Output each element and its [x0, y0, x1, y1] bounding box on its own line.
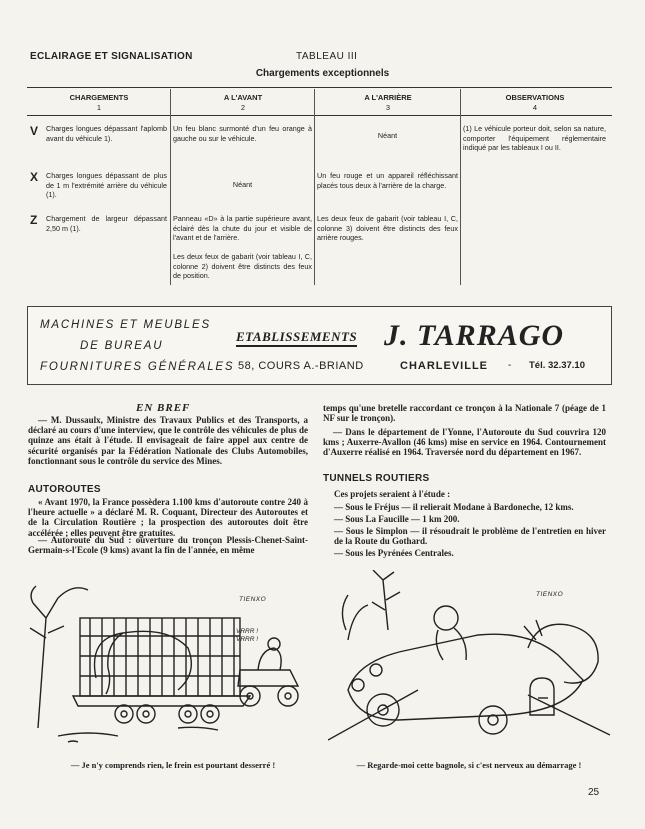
table-divider-3	[460, 89, 461, 285]
autoroutes-paragraph-1: « Avant 1970, la France possèdera 1.100 kms d'autoroute contre 240 à l'heure actuelle » a déclaré M. R. Coquant, Directeur des Autoroutes et de la Circulation Routière ; la prospection des autoroutes doit être accélérée ; elles peuvent être gratuites.	[28, 497, 308, 538]
row-v-observations: (1) Le véhicule porteur doit, selon sa nature, comporter l'équipement réglementaire indiqué par les tableaux I ou II.	[463, 124, 606, 153]
ad-line-2: DE BUREAU	[80, 340, 164, 352]
tunnel-item: — Sous le Simplon — il résoudrait le problème de l'entretien en hiver de la Route du Gothard.	[334, 526, 606, 547]
left-cartoon-speech: VRRR ! VRRR !	[236, 628, 259, 643]
row-v-arriere: Néant	[377, 131, 398, 140]
section-title: ECLAIRAGE ET SIGNALISATION	[30, 51, 193, 62]
right-cartoon-signature: TIENXO	[536, 591, 564, 598]
col-header-arriere: A L'ARRIÈRE	[364, 93, 412, 102]
row-mark-z: Z	[30, 213, 38, 227]
row-x-arriere: Un feu rouge et un appareil réfléchissant placés tous deux à l'arrière de la charge.	[317, 171, 458, 190]
ad-telephone: Tél. 32.37.10	[529, 360, 585, 371]
col-num-1: 1	[96, 103, 102, 112]
table-label: TABLEAU III	[296, 51, 358, 62]
tunnels-intro: Ces projets seraient à l'étude :	[334, 489, 451, 499]
tunnel-item: — Sous La Faucille — 1 km 200.	[334, 514, 460, 524]
row-x-avant: Néant	[232, 180, 253, 189]
tunnels-title: TUNNELS ROUTIERS	[323, 473, 430, 484]
left-cartoon-signature: TIENXO	[239, 596, 267, 603]
right-paragraph-2: — Dans le département de l'Yonne, l'Autoroute du Sud couvrira 120 kms ; Auxerre-Avallon (46 kms) mise en service en 1964. Contournement d'Auxerre réalisé en 1964. Traversée nord du département en 1967.	[323, 427, 606, 458]
col-num-4: 4	[532, 103, 538, 112]
row-x-chargement: Charges longues dépassant de plus de 1 m l'extrémité arrière du véhicule (1).	[46, 171, 167, 200]
col-header-avant: A L'AVANT	[223, 93, 263, 102]
ad-etablissements: ETABLISSEMENTS	[236, 329, 357, 347]
row-z-avant: Panneau «D» à la partie supérieure avant, éclairé dès la chute du jour et visible de l'avant et de l'arrière.	[173, 214, 312, 243]
ad-line-1: MACHINES ET MEUBLES	[40, 319, 211, 331]
col-num-3: 3	[385, 103, 391, 112]
ad-address: 58, COURS A.-BRIAND	[238, 360, 364, 372]
row-mark-v: V	[30, 124, 39, 138]
table-divider-2	[314, 89, 315, 285]
row-v-chargement: Charges longues dépassant l'aplomb avant du véhicule 1).	[46, 124, 167, 143]
right-paragraph-1: temps qu'une bretelle raccordant ce tronçon à la Nationale 7 (péage de 1 NF sur le tronçon).	[323, 403, 606, 424]
table-divider-1	[170, 89, 171, 285]
right-cartoon-caption: — Regarde-moi cette bagnole, si c'est nerveux au démarrage !	[356, 760, 582, 770]
ad-company-name: J. TARRAGO	[384, 319, 565, 352]
tunnel-item: — Sous le Fréjus — il relierait Modane à Bardoneche, 12 kms.	[334, 502, 574, 512]
en-bref-title: EN BREF	[136, 402, 191, 414]
ad-line-3: FOURNITURES GÉNÉRALES	[40, 361, 235, 373]
cartoon-car-launch-illustration	[328, 570, 610, 750]
row-z-avant-2: Les deux feux de gabarit (voir tableau I, C, colonne 2) doivent être distincts des feux de position.	[173, 252, 312, 281]
ad-city: CHARLEVILLE	[400, 360, 488, 372]
row-mark-x: X	[30, 170, 39, 184]
row-v-avant: Un feu blanc surmonté d'un feu orange à gauche ou sur le véhicule.	[173, 124, 312, 143]
table-top-rule	[27, 87, 612, 88]
advertisement: MACHINES ET MEUBLES DE BUREAU FOURNITURES GÉNÉRALES ETABLISSEMENTS J. TARRAGO 58, COURS A.-BRIAND CHARLEVILLE - Tél. 32.37.10	[27, 306, 612, 385]
col-header-observations: OBSERVATIONS	[505, 93, 565, 102]
col-num-2: 2	[240, 103, 246, 112]
col-header-chargements: CHARGEMENTS	[69, 93, 129, 102]
left-cartoon-caption: — Je n'y comprends rien, le frein est pourtant desserré !	[70, 760, 276, 770]
en-bref-paragraph: — M. Dussaulx, Ministre des Travaux Publics et des Transports, a déclaré au cours d'une interview, que le contrôle des véhicules de plus de quinze ans était à l'étude. Il envisageait de faire appel aux centre de sécurité organisés par la Fédération Nationale des Clubs Automobiles, fonctionnant sous le contrôle du service des Mines.	[28, 415, 308, 466]
table-header-rule	[27, 115, 612, 116]
autoroutes-title: AUTOROUTES	[28, 484, 101, 495]
tunnel-item: — Sous les Pyrénées Centrales.	[334, 548, 454, 558]
row-z-arriere: Les deux feux de gabarit (voir tableau I, C, colonne 3) doivent être distincts des feux arrière rouges.	[317, 214, 458, 243]
cartoon-truck-cage-illustration	[28, 578, 308, 748]
row-z-chargement: Chargement de largeur dépassant 2,50 m (1).	[46, 214, 167, 233]
autoroutes-paragraph-2: — Autoroute du Sud : ouverture du tronçon Plessis-Chenet-Saint-Germain-s-l'Ecole (9 kms) avant la fin de l'année, en même	[28, 535, 308, 556]
page-number: 25	[588, 787, 600, 798]
table-subtitle: Chargements exceptionnels	[255, 68, 390, 79]
